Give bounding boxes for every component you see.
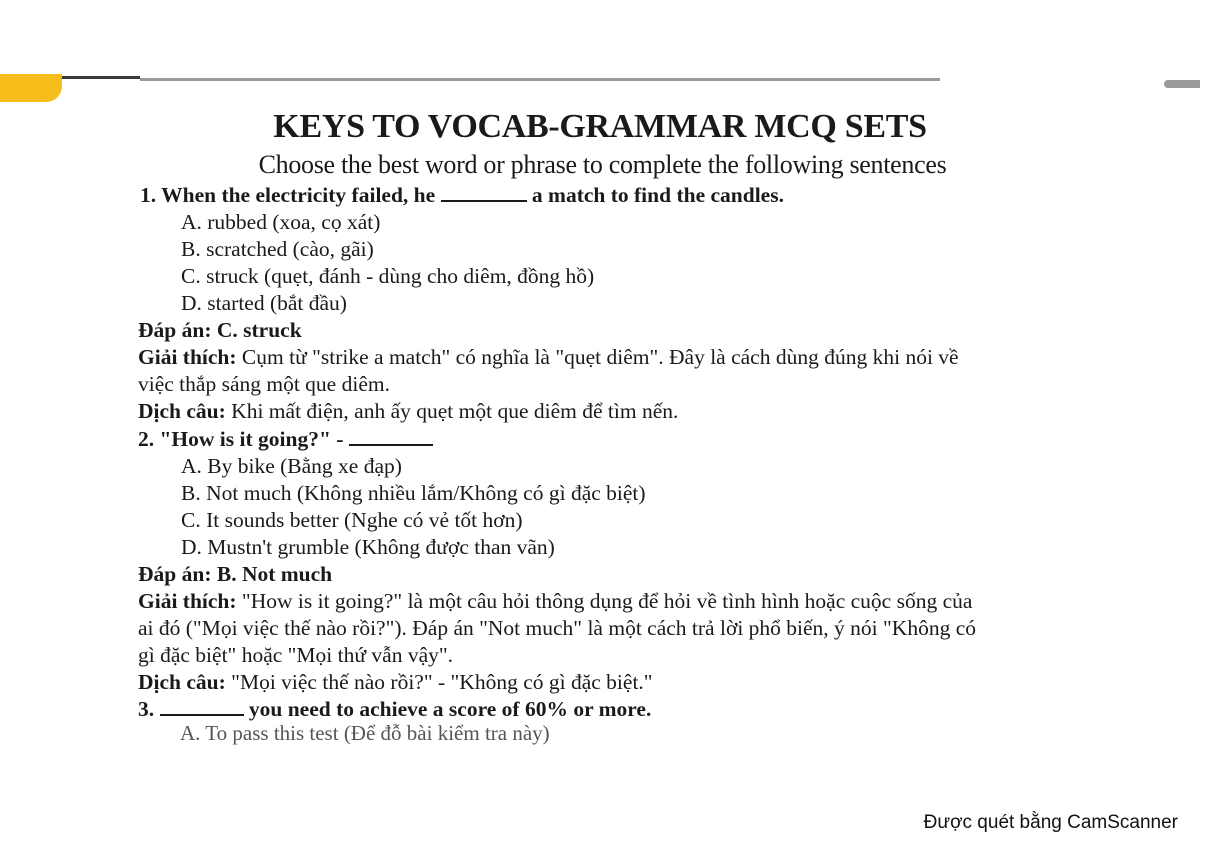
camscanner-watermark: Được quét bằng CamScanner [923, 812, 1178, 833]
question-1-option-a: A. rubbed (xoa, cọ xát) [181, 210, 381, 234]
answer-blank [441, 182, 527, 202]
question-2-explanation-cont: ai đó ("Mọi việc thế nào rồi?"). Đáp án "Not much" là một cách trả lời phổ biến, ý nói "Không có [138, 616, 976, 640]
question-3-stem: 3. you need to achieve a score of 60% or more. [138, 697, 652, 721]
question-2-option-b: B. Not much (Không nhiều lắm/Không có gì đặc biệt) [181, 481, 646, 505]
question-2-explanation: Giải thích: "How is it going?" là một câu hỏi thông dụng để hỏi về tình hình hoặc cuộc sống của [138, 589, 973, 613]
question-2-option-c: C. It sounds better (Nghe có vẻ tốt hơn) [181, 508, 523, 532]
question-2-translation: Dịch câu: "Mọi việc thế nào rồi?" - "Không có gì đặc biệt." [138, 670, 653, 694]
question-1-option-d: D. started (bắt đầu) [181, 291, 347, 315]
question-2-answer: Đáp án: B. Not much [138, 562, 333, 586]
question-2-stem: 2. "How is it going?" - [138, 426, 433, 452]
question-1-explanation-cont: việc thắp sáng một que diêm. [138, 372, 390, 396]
top-rule-dark [62, 76, 140, 79]
question-2-option-a: A. By bike (Bằng xe đạp) [181, 454, 402, 478]
question-2-option-d: D. Mustn't grumble (Không được than vãn) [181, 535, 555, 559]
page-subtitle: Choose the best word or phrase to complete the following sentences [258, 150, 947, 179]
question-1-stem: 1. When the electricity failed, he a match to find the candles. [140, 183, 784, 207]
question-1-translation: Dịch câu: Khi mất điện, anh ấy quẹt một que diêm để tìm nến. [138, 399, 679, 423]
question-2-explanation-end: gì đặc biệt" hoặc "Mọi thứ vẫn vậy". [138, 643, 454, 667]
answer-blank [160, 696, 244, 716]
question-1-explanation: Giải thích: Cụm từ "strike a match" có nghĩa là "quẹt diêm". Đây là cách dùng đúng khi nói về [138, 345, 959, 369]
question-1-option-c: C. struck (quẹt, đánh - dùng cho diêm, đồng hồ) [181, 264, 595, 288]
answer-blank [349, 426, 433, 446]
page-title: KEYS TO VOCAB-GRAMMAR MCQ SETS [273, 108, 927, 145]
right-edge-mark [1164, 80, 1200, 88]
question-1-option-b: B. scratched (cào, gãi) [181, 237, 374, 261]
question-3-option-a-cropped: A. To pass this test (Để đỗ bài kiểm tra này) [180, 721, 550, 745]
top-rule [140, 78, 940, 81]
yellow-corner-tab [0, 74, 62, 102]
question-1-answer: Đáp án: C. struck [138, 318, 302, 342]
